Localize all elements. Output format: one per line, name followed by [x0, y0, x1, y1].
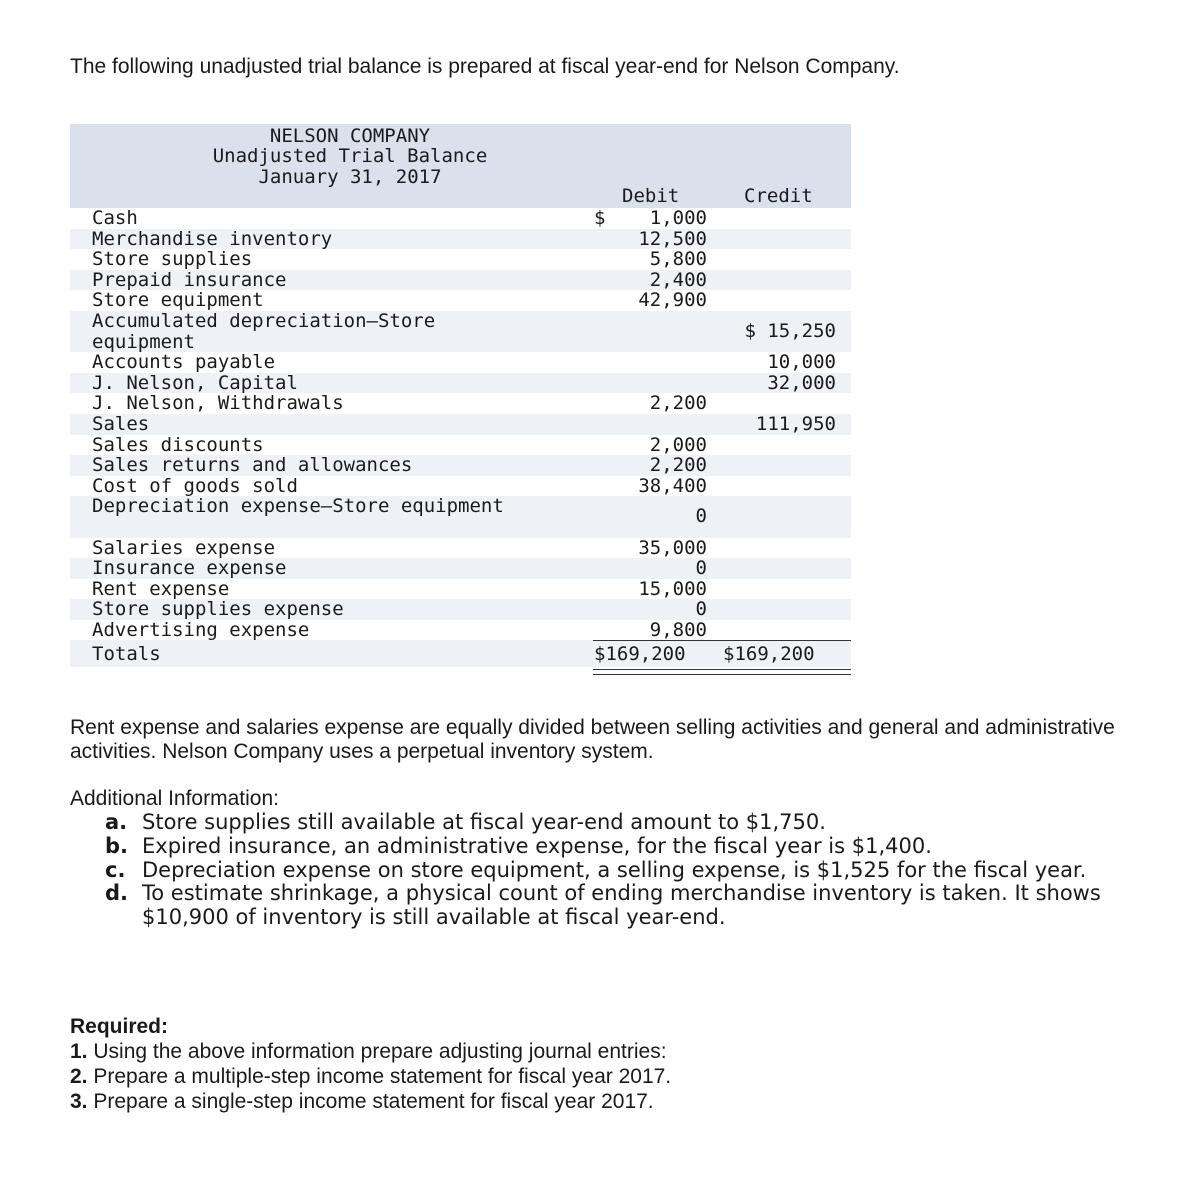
- debit-amount: 0: [695, 557, 707, 580]
- table-row: [70, 579, 851, 600]
- account-name: Merchandise inventory: [92, 227, 333, 250]
- item-label: 2.: [70, 1065, 88, 1088]
- account-name: Depreciation expense—Store equipment: [92, 495, 504, 518]
- additional-info-list: [105, 811, 1165, 930]
- item-text: Using the above information prepare adjusting journal entries:: [93, 1040, 667, 1063]
- table-row: [70, 208, 851, 229]
- account-name: Store equipment: [92, 289, 264, 312]
- list-item: [105, 882, 1165, 930]
- total-credit: $169,200: [723, 643, 815, 666]
- account-name: Accumulated depreciation—Store equipment: [92, 309, 447, 353]
- account-name: Store supplies expense: [92, 598, 344, 621]
- paragraph-text: Rent expense and salaries expense are equally divided between selling activities and general and administrative activities. Nelson Company uses a perpetual inventory system.: [70, 716, 1115, 763]
- statement-date: January 31, 2017: [258, 166, 442, 188]
- totals-row: [70, 640, 851, 667]
- account-name: J. Nelson, Withdrawals: [92, 392, 344, 415]
- required-section: [70, 1014, 970, 1114]
- debit-amount: 38,400: [638, 474, 707, 497]
- account-name: Cash: [92, 207, 138, 229]
- table-row: [70, 393, 851, 414]
- table-row: [70, 538, 851, 559]
- table-header: [70, 124, 851, 208]
- table-row: [70, 311, 851, 352]
- account-name: Insurance expense: [92, 557, 287, 580]
- company-name: NELSON COMPANY: [269, 125, 431, 147]
- credit-amount: $ 15,250: [744, 319, 836, 342]
- table-row: [70, 373, 851, 394]
- table-row: [70, 435, 851, 456]
- debit-amount: 35,000: [638, 536, 707, 559]
- debit-amount: 2,000: [649, 433, 707, 456]
- table-row: [70, 476, 851, 497]
- credit-header: Credit: [744, 185, 813, 207]
- account-name: Sales: [92, 412, 150, 435]
- list-item: [105, 859, 1165, 883]
- table-row: [70, 229, 851, 250]
- debit-amount: 12,500: [638, 227, 707, 250]
- account-name: Advertising expense: [92, 618, 310, 641]
- item-text: Depreciation expense on store equipment, a selling expense, is $1,525 for the fiscal year.: [142, 857, 1087, 882]
- table-row: [70, 599, 851, 620]
- item-text: Prepare a multiple-step income statement for fiscal year 2017.: [93, 1065, 672, 1088]
- debit-amount: 1,000: [649, 207, 707, 229]
- item-label: c.: [105, 857, 126, 882]
- table-row: [70, 414, 851, 435]
- credit-amount: 10,000: [767, 351, 836, 374]
- double-underline: [593, 669, 851, 675]
- account-name: Sales discounts: [92, 433, 264, 456]
- intro-text: The following unadjusted trial balance is prepared at fiscal year-end for Nelson Company.: [70, 55, 900, 78]
- account-name: Store supplies: [92, 248, 253, 271]
- credit-amount: 32,000: [767, 371, 836, 394]
- list-item: [70, 1064, 970, 1089]
- table-row: [70, 352, 851, 373]
- account-name: Salaries expense: [92, 536, 276, 559]
- table-row: [70, 620, 851, 641]
- account-name: Cost of goods sold: [92, 474, 298, 497]
- debit-amount: 5,800: [649, 248, 707, 271]
- debit-amount: 2,400: [649, 268, 707, 291]
- item-label: b.: [105, 833, 129, 858]
- list-item: [70, 1039, 970, 1064]
- totals-label: Totals: [92, 643, 161, 666]
- list-item: [70, 1089, 970, 1114]
- item-text: To estimate shrinkage, a physical count of ending merchandise inventory is taken. It shows $10,900 of inventory is still available at fiscal year-end.: [142, 881, 1101, 930]
- trial-balance-table: [70, 124, 851, 667]
- account-name: Accounts payable: [92, 351, 276, 374]
- item-label: d.: [105, 881, 129, 906]
- debit-amount: 42,900: [638, 289, 707, 312]
- table-row: [70, 558, 851, 579]
- debit-amount: 9,800: [649, 618, 707, 641]
- account-name: Sales returns and allowances: [92, 454, 413, 477]
- required-title: Required:: [70, 1015, 169, 1038]
- item-text: Expired insurance, an administrative expense, for the fiscal year is $1,400.: [142, 833, 932, 858]
- item-label: a.: [105, 810, 128, 834]
- account-name: Prepaid insurance: [92, 268, 287, 291]
- item-text: Prepare a single-step income statement for fiscal year 2017.: [93, 1090, 654, 1113]
- account-name: Rent expense: [92, 577, 230, 600]
- item-label: 1.: [70, 1040, 88, 1063]
- debit-amount: 15,000: [638, 577, 707, 600]
- table-row: [70, 249, 851, 270]
- table-row: [70, 270, 851, 291]
- debit-amount: 0: [695, 505, 707, 528]
- table-row: [70, 290, 851, 311]
- debit-amount: 2,200: [649, 392, 707, 415]
- credit-amount: 111,950: [755, 412, 836, 435]
- debit-header: Debit: [622, 185, 680, 207]
- total-debit: $169,200: [594, 643, 686, 666]
- dollar-sign: $: [594, 207, 606, 229]
- list-item: [105, 835, 1165, 859]
- list-item: [105, 811, 1165, 835]
- item-label: 3.: [70, 1090, 88, 1113]
- additional-info-title: Additional Information:: [70, 787, 279, 810]
- table-row: [70, 455, 851, 476]
- debit-amount: 0: [695, 598, 707, 621]
- item-text: Store supplies still available at fiscal year-end amount to $1,750.: [142, 810, 826, 834]
- statement-title: Unadjusted Trial Balance: [212, 145, 488, 167]
- total-rule: [593, 640, 851, 641]
- table-row: [70, 496, 851, 537]
- account-name: J. Nelson, Capital: [92, 371, 298, 394]
- debit-amount: 2,200: [649, 454, 707, 477]
